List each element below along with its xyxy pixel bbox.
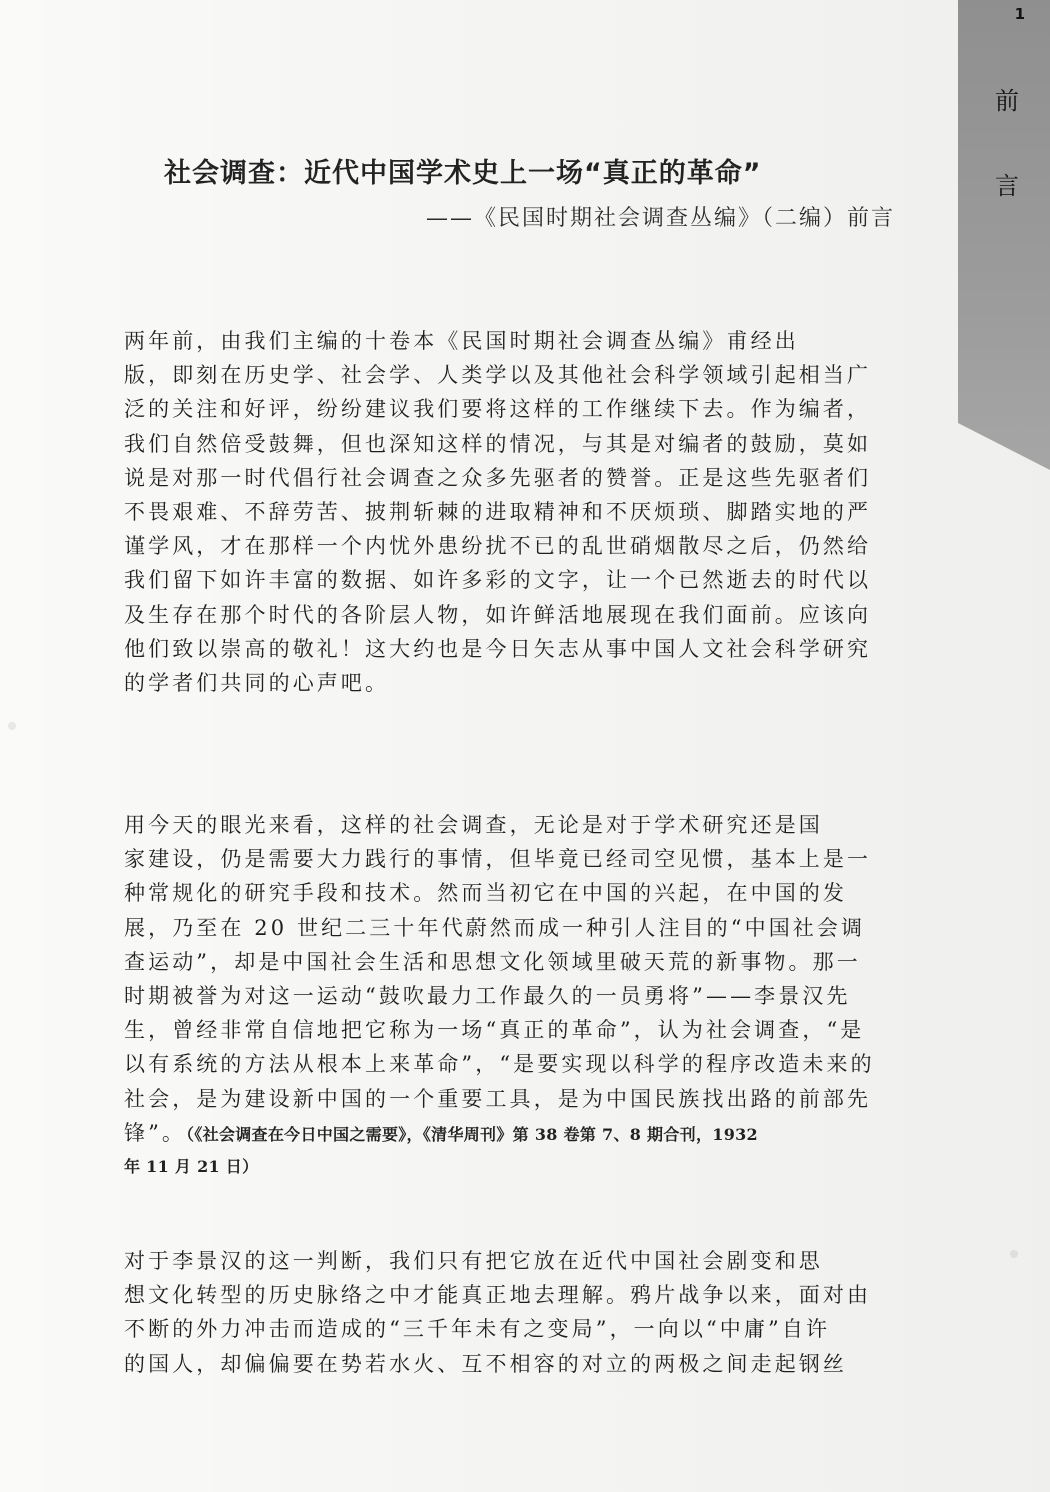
paragraph-1-line-4: 我们自然倍受鼓舞，但也深知这样的情况，与其是对编者的鼓励，莫如 [124, 431, 872, 456]
paragraph-1-line-7: 谨学风，才在那样一个内忧外患纷扰不已的乱世硝烟散尽之后，仍然给 [124, 534, 872, 559]
paragraph-3-line-1: 对于李景汉的这一判断，我们只有把它放在近代中国社会剧变和思 [124, 1249, 823, 1273]
paragraph-2-line-9: 社会，是为建设新中国的一个重要工具，是为中国民族找出路的前部先 [124, 1086, 872, 1111]
citation-text: （《社会调查在今日中国之需要》，《清华周刊》第 38 卷第 7、8 期合刊，1932 [186, 1124, 758, 1144]
paragraph-2-citation-tail: 年 11 月 21 日） [124, 1156, 259, 1176]
paragraph-2-line-8: 以有系统的方法从根本上来革命”，“是要实现以科学的程序改造未来的 [124, 1052, 875, 1077]
paragraph-1-line-2: 版，即刻在历史学、社会学、人类学以及其他社会科学领域引起相当广 [124, 363, 872, 388]
paragraph-2-line-2: 家建设，仍是需要大力践行的事情，但毕竟已经司空见惯，基本上是一 [124, 847, 872, 872]
page-number: 1 [1014, 5, 1025, 23]
scan-speck-2 [1010, 1250, 1018, 1258]
paragraph-2-citation-line [124, 1116, 914, 1150]
document-subtitle: ——《民国时期社会调查丛编》（二编）前言 [426, 206, 896, 231]
paragraph-2-line-5: 查运动”，却是中国社会生活和思想文化领域里破天荒的新事物。那一 [124, 949, 861, 974]
paragraph-1-line-5: 说是对那一时代倡行社会调查之众多先驱者的赞誉。正是这些先驱者们 [124, 465, 872, 490]
paragraph-1-line-10: 他们致以崇高的敬礼！这大约也是今日矢志从事中国人文社会科学研究 [124, 636, 872, 661]
paragraph-2 [124, 808, 914, 1184]
paragraph-1-line-8: 我们留下如许丰富的数据、如许多彩的文字，让一个已然逝去的时代以 [124, 568, 872, 593]
paragraph-3-line-3: 不断的外力冲击而造成的“三千年未有之变局”，一向以“中庸”自许 [124, 1317, 831, 1342]
citation-lead: 锋”。 [124, 1120, 187, 1145]
paragraph-3-line-2: 想文化转型的历史脉络之中才能真正地去理解。鸦片战争以来，面对由 [124, 1283, 872, 1308]
chapter-side-tab [958, 0, 1050, 470]
paragraph-2-line-1: 用今天的眼光来看，这样的社会调查，无论是对于学术研究还是国 [124, 813, 823, 837]
paragraph-1-line-11: 的学者们共同的心声吧。 [124, 670, 390, 695]
paragraph-2-line-3: 种常规化的研究手段和技术。然而当初它在中国的兴起，在中国的发 [124, 881, 847, 906]
paragraph-1-line-1: 两年前，由我们主编的十卷本《民国时期社会调查丛编》甫经出 [124, 329, 799, 353]
paragraph-3-line-4: 的国人，却偏偏要在势若水火、互不相容的对立的两极之间走起钢丝 [124, 1351, 847, 1376]
paragraph-1-line-6: 不畏艰难、不辞劳苦、披荆斩棘的进取精神和不厌烦琐、脚踏实地的严 [124, 499, 872, 524]
paragraph-2-line-7: 生，曾经非常自信地把它称为一场“真正的革命”，认为社会调查，“是 [124, 1018, 865, 1043]
document-title: 社会调查：近代中国学术史上一场“真正的革命” [164, 158, 762, 189]
paragraph-3 [124, 1244, 914, 1381]
paragraph-2-line-4: 展，乃至在 20 世纪二三十年代蔚然而成一种引人注目的“中国社会调 [124, 915, 866, 940]
paragraph-1-line-3: 泛的关注和好评，纷纷建议我们要将这样的工作继续下去。作为编者， [124, 397, 872, 422]
side-tab-char-2: 言 [995, 172, 1019, 200]
paragraph-2-line-6: 时期被誉为对这一运动“鼓吹最力工作最久的一员勇将”——李景汉先 [124, 983, 851, 1008]
side-tab-char-1: 前 [995, 87, 1019, 115]
paragraph-1 [124, 324, 914, 700]
scan-speck-1 [8, 722, 16, 730]
paragraph-1-line-9: 及生存在那个时代的各阶层人物，如许鲜活地展现在我们面前。应该向 [124, 602, 872, 627]
